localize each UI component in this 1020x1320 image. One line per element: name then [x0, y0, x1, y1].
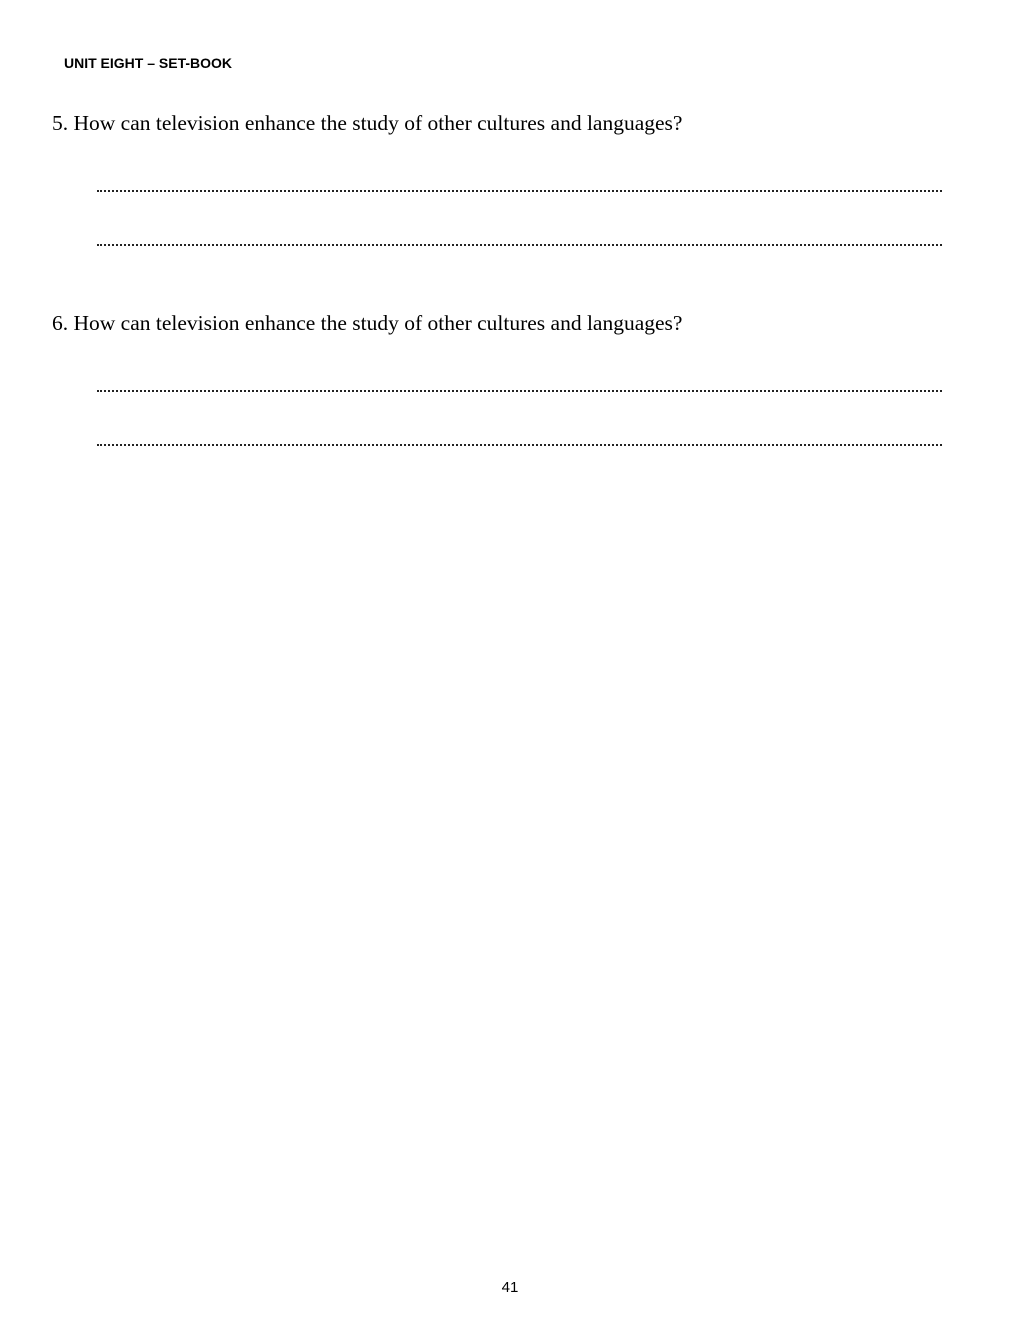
question-6: 6. How can television enhance the study of other cultures and languages?	[52, 311, 683, 335]
answer-line	[97, 190, 942, 192]
question-5: 5. How can television enhance the study of other cultures and languages?	[52, 111, 683, 135]
answer-line	[97, 244, 942, 246]
unit-header: UNIT EIGHT – SET-BOOK	[64, 55, 233, 71]
answer-line	[97, 444, 942, 446]
answer-line	[97, 390, 942, 392]
page-number: 41	[501, 1279, 519, 1296]
